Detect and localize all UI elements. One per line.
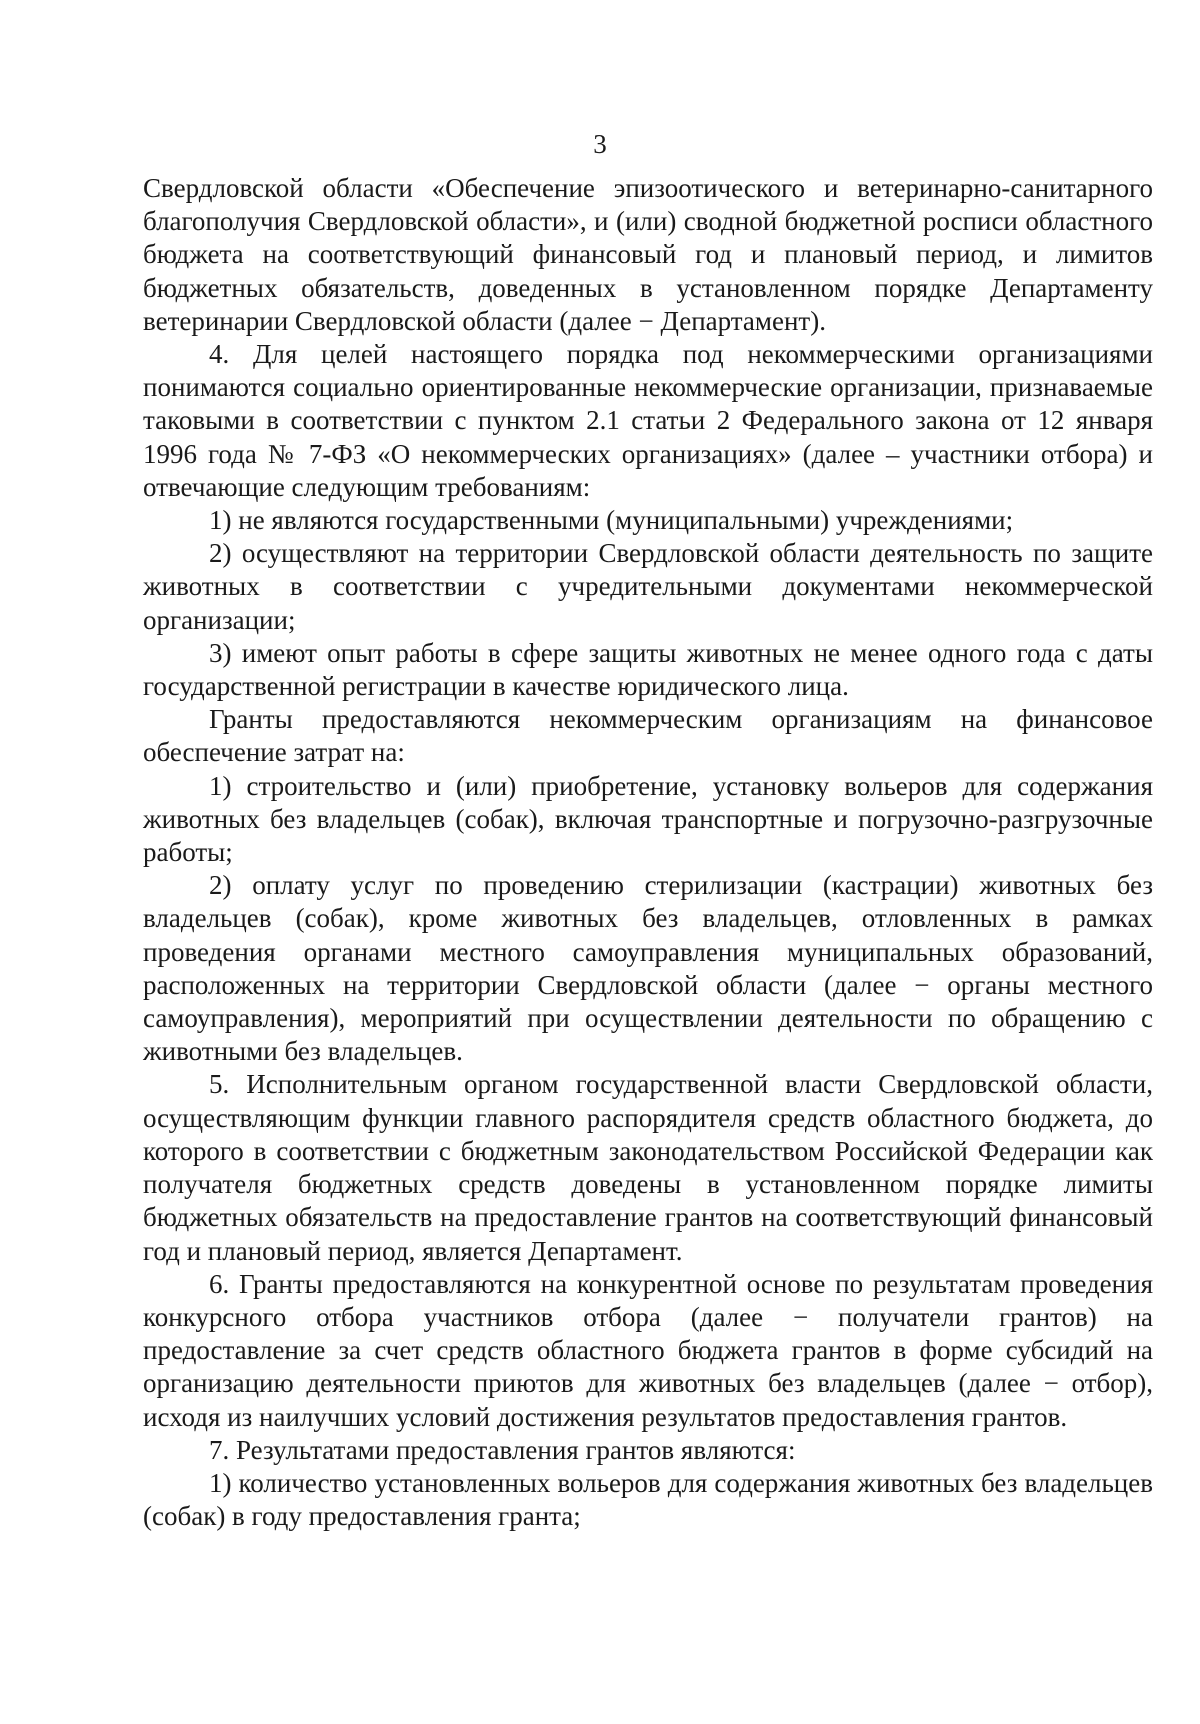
paragraph: 7. Результатами предоставления грантов являются: [209,1434,796,1465]
page-number: 3 [593,129,607,159]
paragraph: 3) имеют опыт работы в сфере защиты животных не менее одного года с даты государственной регистрации в качестве юридического лица. [143,637,1153,702]
document-body [143,172,1153,1533]
paragraph: 6. Гранты предоставляются на конкурентной основе по результатам проведения конкурсного отбора участников отбора (далее − получатели грантов) на предоставление за счет средств областного бюджета грантов в форме субсидий на организацию деятельности приютов для животных без владельцев (далее − отбор), исходя из наилучших условий достижения результатов предоставления грантов. [143,1268,1153,1432]
paragraph: Свердловской области «Обеспечение эпизоотического и ветеринарно-санитарного благополучия Свердловской области», и (или) сводной бюджетной росписи областного бюджета на соответствующий финансовый год и плановый период, и лимитов бюджетных обязательств, доведенных в установленном порядке Департаменту ветеринарии Свердловской области (далее − Департамент). [143,173,1153,336]
paragraph: 2) осуществляют на территории Свердловской области деятельность по защите животных в соответствии с учредительными документами некоммерческой организации; [143,538,1153,635]
paragraph: 1) строительство и (или) приобретение, установку вольеров для содержания животных без владельцев (собак), включая транспортные и погрузочно-разгрузочные работы; [143,770,1153,868]
paragraph: 1) не являются государственными (муниципальными) учреждениями; [209,505,1014,536]
paragraph: Гранты предоставляются некоммерческим организациям на финансовое обеспечение затрат на: [143,704,1153,768]
paragraph: 1) количество установленных вольеров для содержания животных без владельцев (собак) в году предоставления гранта; [143,1467,1153,1532]
paragraph: 4. Для целей настоящего порядка под некоммерческими организациями понимаются социально ориентированные некоммерческие организации, признаваемые таковыми в соответствии с пунктом 2.1 статьи 2 Федерального закона от 12 января 1996 года № 7-ФЗ «О некоммерческих организациях» (далее – участники отбора) и отвечающие следующим требованиям: [143,339,1153,502]
paragraph: 5. Исполнительным органом государственной власти Свердловской области, осуществляющим функции главного распорядителя средств областного бюджета, до которого в соответствии с бюджетным законодательством Российской Федерации как получателя бюджетных средств доведены в установленном порядке лимиты бюджетных обязательств на предоставление грантов на соответствующий финансовый год и плановый период, является Департамент. [143,1069,1153,1266]
paragraph: 2) оплату услуг по проведению стерилизации (кастрации) животных без владельцев (собак), кроме животных без владельцев, отловленных в рамках проведения органами местного самоуправления муниципальных образований, расположенных на территории Свердловской области (далее − органы местного самоуправления), мероприятий при осуществлении деятельности по обращению с животными без владельцев. [143,870,1153,1067]
